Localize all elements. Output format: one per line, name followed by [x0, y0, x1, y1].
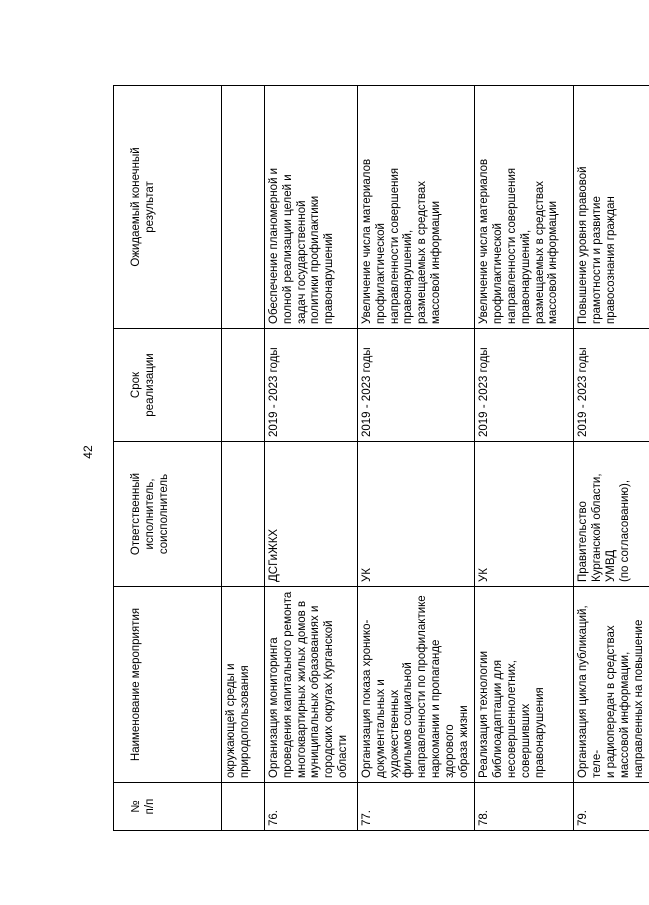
- cell-term: [222, 329, 265, 442]
- cell-executor: ДСГиЖКХ: [265, 442, 358, 587]
- table-row: [265, 86, 358, 831]
- header-name: Наименование мероприятия: [114, 587, 222, 783]
- cell-executor: Правительство Курганской области, УМВД (по согласованию),: [574, 442, 649, 587]
- cell-num: 77.: [358, 783, 475, 831]
- header-term: Срок реализации: [114, 329, 222, 442]
- cell-name: Реализация технологии библиоадаптации для несовершеннолетних, совершивших правонарушения: [475, 587, 574, 783]
- cell-result: Повышение уровня правовой грамотности и развитие правосознания граждан: [574, 86, 649, 329]
- cell-term: 2019 - 2023 годы: [265, 329, 358, 442]
- cell-term: 2019 - 2023 годы: [475, 329, 574, 442]
- cell-result: Увеличение числа материалов профилактической направленности совершения правонарушений, размещаемых в средствах массовой информации: [358, 86, 475, 329]
- cell-term: 2019 - 2023 годы: [574, 329, 649, 442]
- cell-num: 76.: [265, 783, 358, 831]
- cell-executor: УК: [475, 442, 574, 587]
- page-number: 42: [81, 445, 95, 459]
- header-result: Ожидаемый конечный результат: [114, 86, 222, 329]
- cell-name: Организация мониторинга проведения капитального ремонта многоквартирных жилых домов в муниципальных образованиях и городских округах Курганской области: [265, 587, 358, 783]
- header-num: № п/п: [114, 783, 222, 831]
- cell-name: окружающей среды и природопользования: [222, 587, 265, 783]
- table-row: [475, 86, 574, 831]
- cell-num: 78.: [475, 783, 574, 831]
- table-row-continuation: [222, 86, 265, 831]
- cell-num: 79.: [574, 783, 649, 831]
- table-header-row: [114, 86, 222, 831]
- cell-result: [222, 86, 265, 329]
- table-row: [358, 86, 475, 831]
- table-row: [574, 86, 649, 831]
- table-rotated-wrapper: [113, 86, 645, 831]
- cell-executor: [222, 442, 265, 587]
- cell-name: Организация показа хронико- документальных и художественных фильмов социальной направленности по профилактике наркомании и пропаганде здорового образа жизни: [358, 587, 475, 783]
- cell-executor: УК: [358, 442, 475, 587]
- cell-result: Обеспечение планомерной и полной реализации целей и задач государственной политики профилактики правонарушений: [265, 86, 358, 329]
- cell-term: 2019 - 2023 годы: [358, 329, 475, 442]
- measures-table: [113, 85, 649, 831]
- cell-name: Организация цикла публикаций, теле- и радиопередач в средствах массовой информации, направленных на повышение: [574, 587, 649, 783]
- cell-result: Увеличение числа материалов профилактической направленности совершения правонарушений, размещаемых в средствах массовой информации: [475, 86, 574, 329]
- header-executor: Ответственный исполнитель, соисполнитель: [114, 442, 222, 587]
- cell-num: [222, 783, 265, 831]
